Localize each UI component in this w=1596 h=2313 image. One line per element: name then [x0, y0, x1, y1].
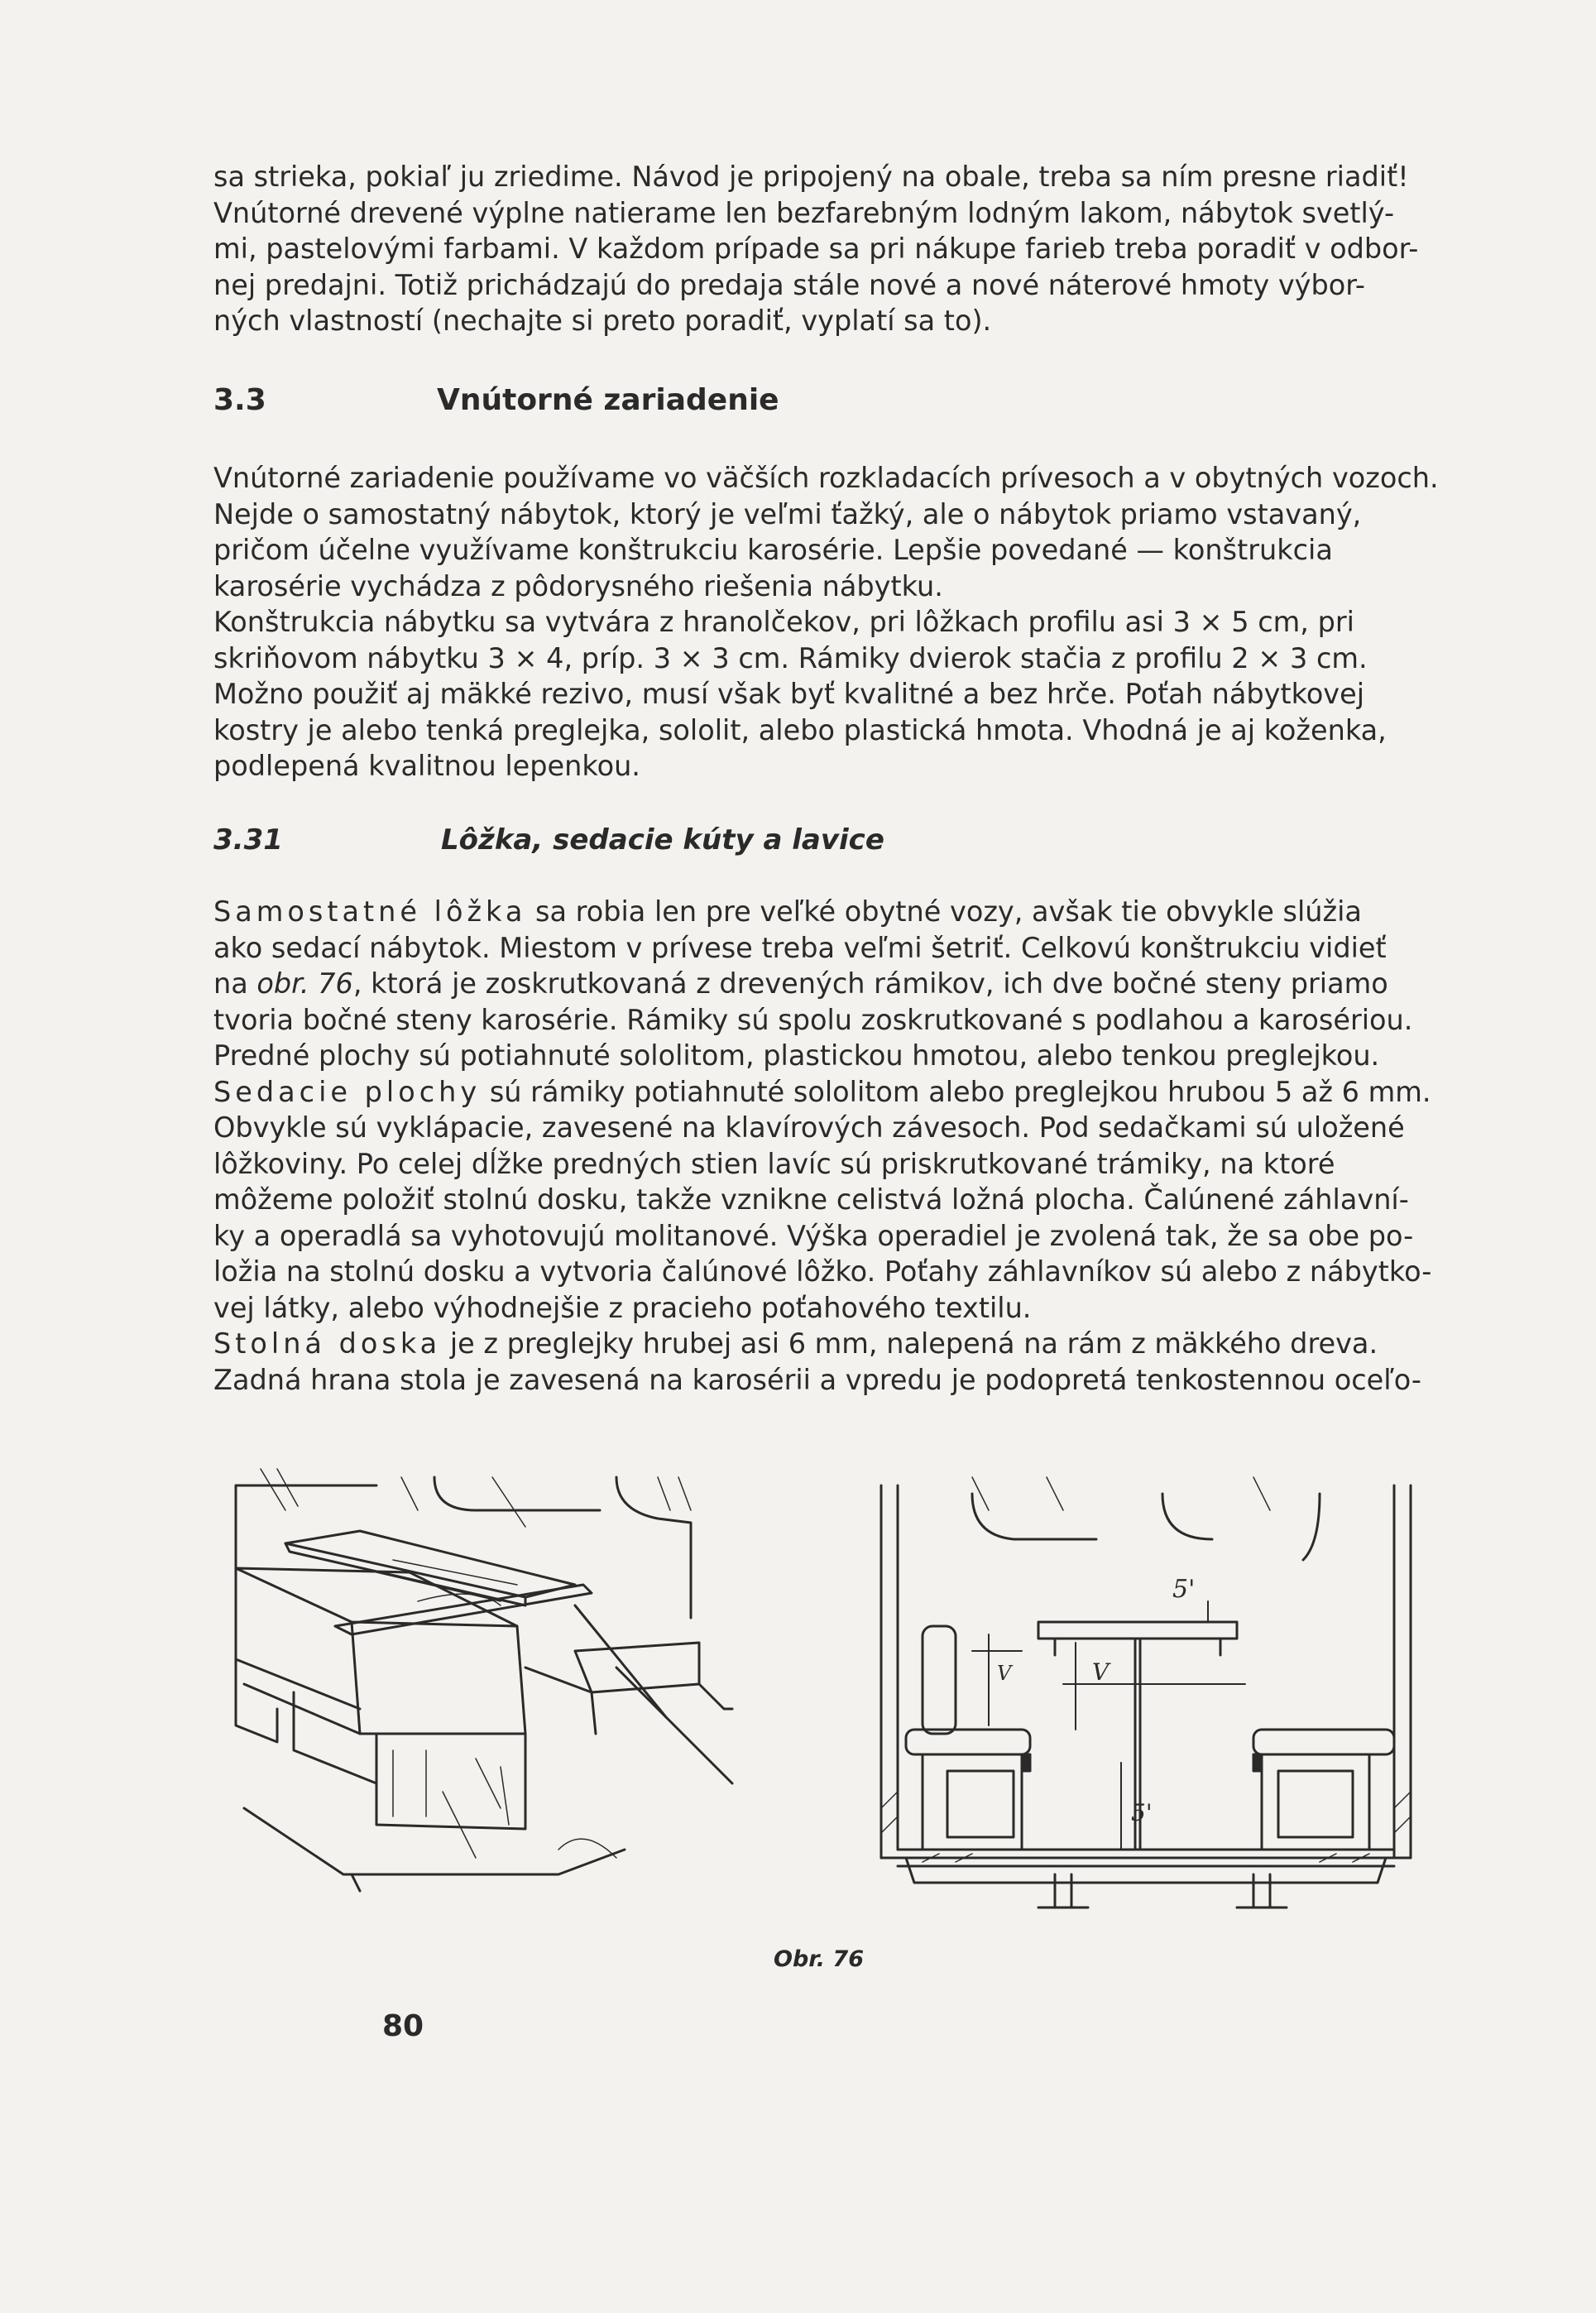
text-line: Možno použiť aj mäkké rezivo, musí však byť kvalitné a bez hrče. Poťah nábytkovej — [213, 678, 1365, 710]
figure-reference: obr. 76 — [256, 967, 353, 1000]
text-span: sú rámiky potiahnuté sololitom alebo preglejkou hrubou 5 až 6 mm. — [481, 1075, 1431, 1108]
section-title: Vnútorné zariadenie — [437, 383, 779, 417]
text-span: je z preglejky hrubej asi 6 mm, nalepená na rám z mäkkého dreva. — [441, 1327, 1378, 1360]
dimension-label: V — [997, 1662, 1012, 1685]
page-number: 80 — [382, 2009, 424, 2043]
text-line: ky a operadlá sa vyhotovujú molitanové. Výška operadiel je zvolená tak, že sa obe po- — [213, 1219, 1414, 1252]
text-line: Vnútorné drevené výplne natierame len bezfarebným lodným lakom, nábytok svetlý- — [213, 196, 1395, 229]
section-drawing — [881, 1477, 1411, 1908]
text-line: sa strieka, pokiaľ ju zriedime. Návod je pripojený na obale, treba sa ním presne riadiť! — [213, 161, 1409, 193]
dimension-label: 5' — [1131, 1799, 1153, 1826]
section-number: 3.3 — [213, 383, 266, 417]
figure-caption: Obr. 76 — [774, 1946, 864, 1972]
intro-paragraph — [213, 159, 1455, 339]
text-span: , ktorá je zoskrutkovaná z drevených rámikov, ich dve bočné steny priamo — [352, 967, 1388, 1000]
text-line: Predné plochy sú potiahnuté sololitom, plastickou hmotou, alebo tenkou preglejkou. — [213, 1039, 1380, 1072]
text-line: skriňovom nábytku 3 × 4, príp. 3 × 3 cm. Rámiky dvierok stačia z profilu 2 × 3 cm. — [213, 641, 1368, 674]
subsection-number: 3.31 — [213, 823, 283, 857]
text-line — [213, 1326, 1455, 1362]
section-paragraph — [213, 460, 1455, 785]
text-line: Obvykle sú vyklápacie, zavesené na klavírových závesoch. Pod sedačkami sú uložené — [213, 1111, 1405, 1144]
perspective-drawing — [236, 1469, 732, 1891]
text-line: tvoria bočné steny karosérie. Rámiky sú spolu zoskrutkované s podlahou a karosériou. — [213, 1003, 1413, 1036]
text-line: vej látky, alebo výhodnejšie z pracieho poťahového textilu. — [213, 1291, 1032, 1324]
text-line: ako sedací nábytok. Miestom v prívese treba veľmi šetriť. Celkovú konštrukciu vidieť — [213, 931, 1387, 964]
text-line: Konštrukcia nábytku sa vytvára z hranolčekov, pri lôžkach profilu asi 3 × 5 cm, pri — [213, 606, 1354, 638]
text-line: pričom účelne využívame konštrukciu karosérie. Lepšie povedané — konštrukcia — [213, 534, 1333, 566]
spaced-term: Sedacie plochy — [213, 1075, 482, 1108]
body-paragraph — [213, 894, 1455, 1398]
text-line: podlepená kvalitnou lepenkou. — [213, 750, 640, 782]
subsection-title: Lôžka, sedacie kúty a lavice — [441, 823, 884, 857]
text-line: mi, pastelovými farbami. V každom prípade sa pri nákupe farieb treba poradiť v odbor- — [213, 233, 1419, 265]
text-line: ložia na stolnú dosku a vytvoria čalúnové lôžko. Poťahy záhlavníkov sú alebo z nábytko- — [213, 1255, 1432, 1288]
dimension-label: V — [1092, 1658, 1110, 1686]
spaced-term: Stolná doska — [213, 1327, 442, 1360]
text-line: môžeme položiť stolnú dosku, takže vznikne celistvá ložná plocha. Čalúnené záhlavní- — [213, 1183, 1409, 1216]
text-span: sa robia len pre veľké obytné vozy, avšak tie obvykle slúžia — [526, 895, 1362, 928]
text-line: nej predajni. Totiž prichádzajú do predaja stále nové a nové náterové hmoty výbor- — [213, 268, 1365, 301]
spaced-term: Samostatné lôžka — [213, 895, 527, 928]
dimension-label: 5' — [1172, 1575, 1196, 1604]
text-line — [213, 1074, 1455, 1111]
text-line: karosérie vychádza z pôdorysného riešenia nábytku. — [213, 569, 943, 602]
figure-76-drawing — [228, 1461, 1460, 1916]
text-line: lôžkoviny. Po celej dĺžke predných stien lavíc sú priskrutkované trámiky, na ktoré — [213, 1147, 1335, 1180]
text-line: kostry je alebo tenká preglejka, sololit, alebo plastická hmota. Vhodná je aj koženka, — [213, 713, 1387, 746]
text-span: na — [213, 967, 257, 1000]
text-line: Nejde o samostatný nábytok, ktorý je veľmi ťažký, ale o nábytok priamo vstavaný, — [213, 497, 1362, 530]
text-line: Zadná hrana stola je zavesená na karosérii a vpredu je podopretá tenkostennou oceľo- — [213, 1363, 1422, 1396]
text-line: ných vlastností (nechajte si preto poradiť, vyplatí sa to). — [213, 305, 992, 337]
text-line — [213, 894, 1455, 930]
text-line: Vnútorné zariadenie používame vo väčších rozkladacích prívesoch a v obytných vozoch. — [213, 462, 1439, 494]
text-line — [213, 966, 1455, 1002]
